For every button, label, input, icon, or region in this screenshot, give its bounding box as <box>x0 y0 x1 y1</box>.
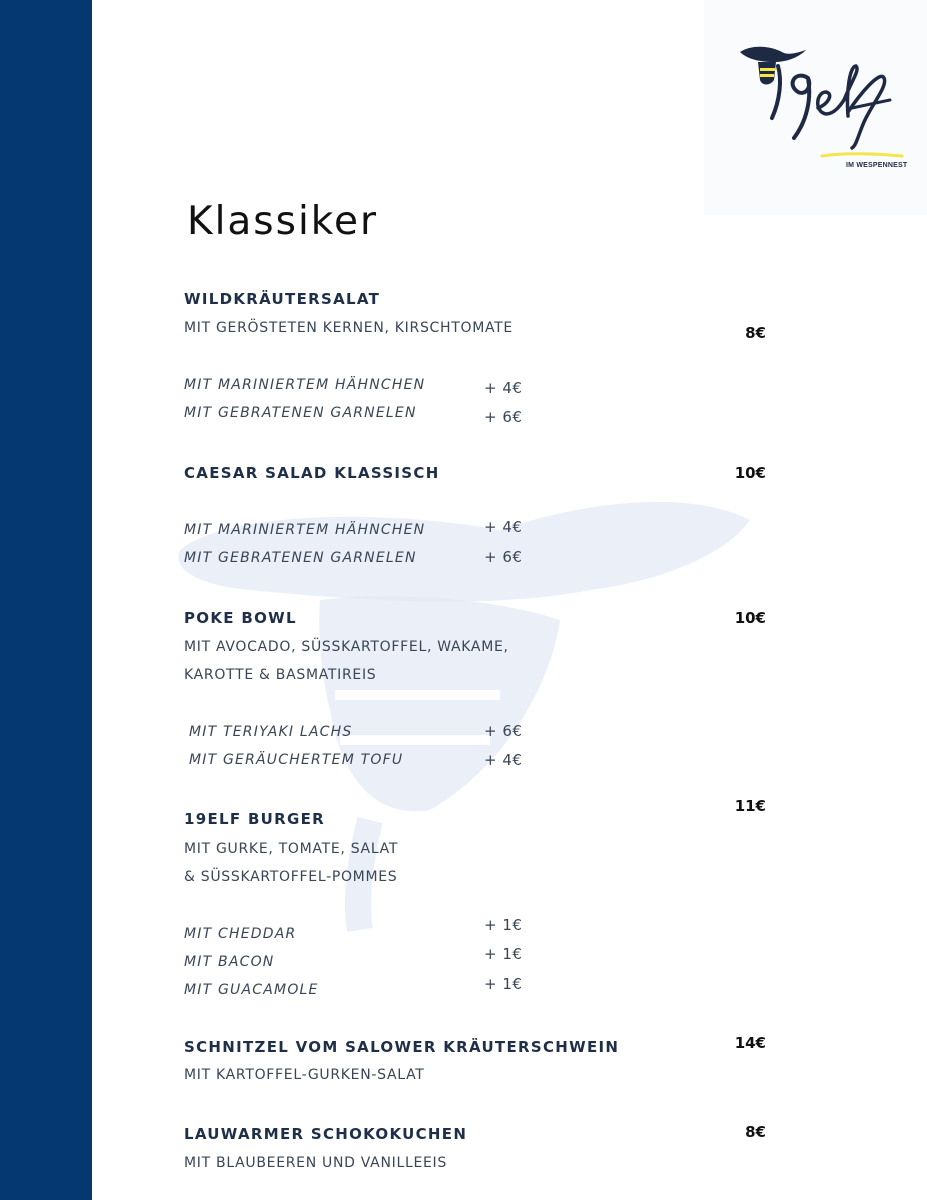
addon-price: + 4€ <box>484 518 523 536</box>
dish-description: MIT BLAUBEEREN UND VANILLEEIS <box>184 1155 447 1171</box>
dish-description: MIT GURKE, TOMATE, SALAT <box>184 841 399 857</box>
dish-price: 11€ <box>734 797 766 815</box>
addon-price: + 6€ <box>484 548 523 566</box>
dish-price: 8€ <box>745 324 766 342</box>
addon-label: MIT TERIYAKI LACHS <box>189 724 353 740</box>
dish-name: LAUWARMER SCHOKOKUCHEN <box>184 1125 468 1143</box>
addon-label: MIT GEBRATENEN GARNELEN <box>184 405 417 421</box>
dish-price: 10€ <box>734 609 766 627</box>
addon-label: MIT GEBRATENEN GARNELEN <box>184 550 417 566</box>
dish-name: POKE BOWL <box>184 609 297 627</box>
addon-price: + 1€ <box>484 916 523 934</box>
dish-description: MIT KARTOFFEL-GURKEN-SALAT <box>184 1067 425 1083</box>
addon-price: + 1€ <box>484 975 523 993</box>
addon-price: + 4€ <box>484 379 523 397</box>
dish-name: WILDKRÄUTERSALAT <box>184 290 381 308</box>
page-title: Klassiker <box>187 199 379 244</box>
dish-name: 19ELF BURGER <box>184 810 326 828</box>
addon-label: MIT GERÄUCHERTEM TOFU <box>189 752 404 768</box>
addon-label: MIT GUACAMOLE <box>184 982 319 998</box>
dish-description: MIT GERÖSTETEN KERNEN, KIRSCHTOMATE <box>184 320 513 336</box>
addon-label: MIT CHEDDAR <box>184 926 297 942</box>
dish-price: 10€ <box>734 464 766 482</box>
addon-label: MIT MARINIERTEM HÄHNCHEN <box>184 522 426 538</box>
dish-name: CAESAR SALAD KLASSISCH <box>184 464 440 482</box>
addon-label: MIT MARINIERTEM HÄHNCHEN <box>184 377 426 393</box>
addon-label: MIT BACON <box>184 954 275 970</box>
dish-description: KAROTTE & BASMATIREIS <box>184 667 377 683</box>
logo-tagline: IM WESPENNEST <box>846 162 908 169</box>
dish-price: 14€ <box>734 1034 766 1052</box>
dish-description: & SÜSSKARTOFFEL-POMMES <box>184 869 398 885</box>
addon-price: + 4€ <box>484 751 523 769</box>
addon-price: + 6€ <box>484 408 523 426</box>
addon-price: + 1€ <box>484 945 523 963</box>
dish-description: MIT AVOCADO, SÜSSKARTOFFEL, WAKAME, <box>184 639 509 655</box>
addon-price: + 6€ <box>484 722 523 740</box>
dish-name: SCHNITZEL VOM SALOWER KRÄUTERSCHWEIN <box>184 1038 620 1056</box>
dish-price: 8€ <box>745 1123 766 1141</box>
wasp-logo-icon <box>0 0 927 215</box>
